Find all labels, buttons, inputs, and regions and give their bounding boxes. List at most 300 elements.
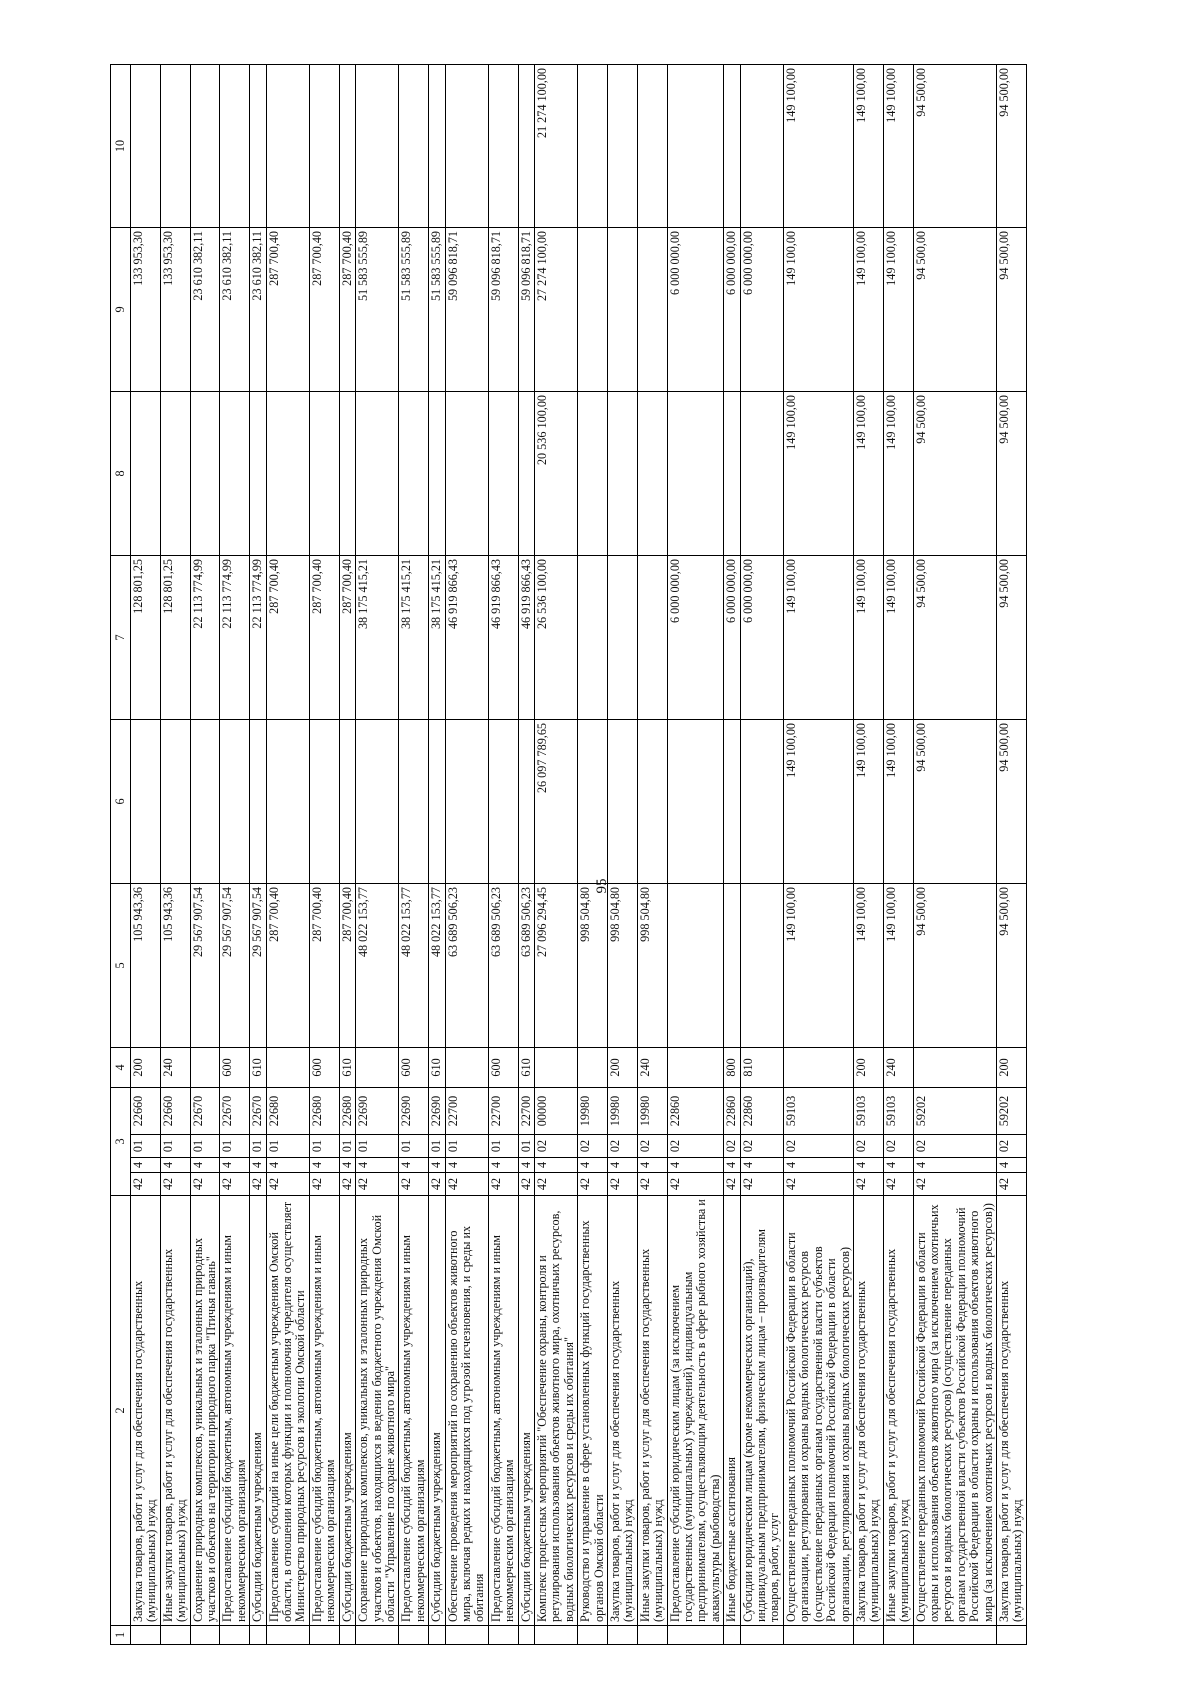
amount-cell: 63 689 506,23 <box>488 883 518 1047</box>
expense-type-cell <box>534 1047 577 1087</box>
row-marker-cell <box>667 1626 724 1645</box>
page-number: 95 <box>594 878 610 894</box>
code-program-cell: 42 <box>429 1173 445 1196</box>
amount-cell: 51 583 555,89 <box>356 227 399 391</box>
code-program-cell: 42 <box>250 1173 266 1196</box>
expense-type-cell: 610 <box>429 1047 445 1087</box>
amount-cell: 149 100,00 <box>853 227 883 391</box>
amount-cell: 59 096 818,71 <box>445 227 488 391</box>
table-row <box>160 64 190 1644</box>
row-marker-cell <box>578 1626 608 1645</box>
amount-cell: 287 700,40 <box>309 555 339 719</box>
amount-cell: 149 100,00 <box>853 391 883 555</box>
table-row <box>853 64 883 1644</box>
amount-cell: 26 536 100,00 <box>534 555 577 719</box>
code-subprogram-cell: 4 <box>356 1158 399 1173</box>
expense-type-cell: 200 <box>131 1047 161 1087</box>
code-complex-cell: 01 <box>445 1135 488 1158</box>
amount-cell: 149 100,00 <box>783 883 853 1047</box>
amount-cell <box>356 64 399 227</box>
amount-cell: 149 100,00 <box>883 555 913 719</box>
code-direction-cell: 22860 <box>667 1087 724 1134</box>
code-subprogram-cell: 4 <box>429 1158 445 1173</box>
header-cell: 4 <box>111 1047 131 1087</box>
amount-cell <box>339 391 355 555</box>
amount-cell <box>220 719 250 883</box>
amount-cell: 287 700,40 <box>266 555 309 719</box>
amount-cell: 149 100,00 <box>853 555 883 719</box>
code-direction-cell: 22660 <box>131 1087 161 1134</box>
expense-type-cell <box>913 1047 996 1087</box>
name-cell: Субсидии бюджетным учреждениям <box>429 1196 445 1626</box>
code-complex-cell: 02 <box>740 1135 783 1158</box>
amount-cell <box>309 64 339 227</box>
row-marker-cell <box>534 1626 577 1645</box>
amount-cell: 94 500,00 <box>996 719 1026 883</box>
row-marker-cell <box>250 1626 266 1645</box>
amount-cell <box>608 719 638 883</box>
expense-type-cell: 610 <box>250 1047 266 1087</box>
budget-table <box>110 64 1027 1645</box>
amount-cell <box>667 391 724 555</box>
header-row <box>111 64 131 1644</box>
amount-cell <box>266 64 309 227</box>
code-direction-cell: 19980 <box>637 1087 667 1134</box>
code-program-cell: 42 <box>637 1173 667 1196</box>
name-cell: Обеспечение проведения мероприятий по сохранению объектов животного мира, включая редких и находящихся под угрозой исчезновения, и среды их обитания <box>445 1196 488 1626</box>
amount-cell: 94 500,00 <box>913 64 996 227</box>
amount-cell: 29 567 907,54 <box>220 883 250 1047</box>
name-cell: Иные закупки товаров, работ и услуг для обеспечения государственных (муниципальных) нужд <box>160 1196 190 1626</box>
code-program-cell: 42 <box>667 1173 724 1196</box>
code-subprogram-cell: 4 <box>399 1158 429 1173</box>
header-cell: 5 <box>111 883 131 1047</box>
amount-cell <box>160 719 190 883</box>
code-direction-cell: 22690 <box>429 1087 445 1134</box>
table-row <box>266 64 309 1644</box>
name-cell: Закупка товаров, работ и услуг для обеспечения государственных (муниципальных) нужд <box>608 1196 638 1626</box>
code-complex-cell: 01 <box>399 1135 429 1158</box>
name-cell: Предоставление субсидий на иные цели бюджетным учреждениям Омской области, в отношении которых функции и полномочия учредителя осуществляет Министерство природных ресурсов и экологии Омской области <box>266 1196 309 1626</box>
header-cell: 10 <box>111 64 131 227</box>
name-cell: Комплекс процессных мероприятий "Обеспечение охраны, контроля и регулирования использования объектов животного мира, охотничьих ресурсов, водных биологических ресурсов и среды их обитания" <box>534 1196 577 1626</box>
expense-type-cell <box>190 1047 220 1087</box>
table-row <box>913 64 996 1644</box>
code-direction-cell: 22860 <box>724 1087 740 1134</box>
amount-cell: 48 022 153,77 <box>429 883 445 1047</box>
code-complex-cell: 01 <box>250 1135 266 1158</box>
code-subprogram-cell: 4 <box>913 1158 996 1173</box>
code-complex-cell: 02 <box>783 1135 853 1158</box>
amount-cell <box>578 227 608 391</box>
code-program-cell: 42 <box>853 1173 883 1196</box>
code-subprogram-cell: 4 <box>996 1158 1026 1173</box>
amount-cell: 29 567 907,54 <box>190 883 220 1047</box>
code-direction-cell: 22680 <box>339 1087 355 1134</box>
code-complex-cell: 01 <box>429 1135 445 1158</box>
row-marker-cell <box>339 1626 355 1645</box>
code-program-cell: 42 <box>339 1173 355 1196</box>
amount-cell <box>724 391 740 555</box>
name-cell: Субсидии юридическим лицам (кроме некоммерческих организаций), индивидуальным предпринимателям, физическим лицам – производителям товаров, работ, услуг <box>740 1196 783 1626</box>
table-row <box>883 64 913 1644</box>
amount-cell <box>667 883 724 1047</box>
code-complex-cell: 01 <box>190 1135 220 1158</box>
amount-cell: 133 953,30 <box>160 227 190 391</box>
name-cell: Субсидии бюджетным учреждениям <box>518 1196 534 1626</box>
expense-type-cell: 600 <box>220 1047 250 1087</box>
code-program-cell: 42 <box>783 1173 853 1196</box>
expense-type-cell: 800 <box>724 1047 740 1087</box>
amount-cell: 94 500,00 <box>996 883 1026 1047</box>
expense-type-cell: 600 <box>488 1047 518 1087</box>
amount-cell <box>220 64 250 227</box>
amount-cell <box>578 391 608 555</box>
row-marker-cell <box>913 1626 996 1645</box>
name-cell: Иные закупки товаров, работ и услуг для обеспечения государственных (муниципальных) нужд <box>883 1196 913 1626</box>
amount-cell: 287 700,40 <box>309 227 339 391</box>
amount-cell <box>637 555 667 719</box>
amount-cell <box>740 719 783 883</box>
name-cell: Закупка товаров, работ и услуг для обеспечения государственных (муниципальных) нужд <box>853 1196 883 1626</box>
code-subprogram-cell: 4 <box>853 1158 883 1173</box>
code-subprogram-cell: 4 <box>637 1158 667 1173</box>
row-marker-cell <box>853 1626 883 1645</box>
row-marker-cell <box>266 1626 309 1645</box>
name-cell: Осуществление переданных полномочий Российской Федерации в области охраны и использования объектов животного мира (за исключением охотничьих ресурсов и водных биологических ресурсов) (осуществление переданных органам государственной власти субъектов Российской Федерации полномочий Российской Федерации в области охраны и использования объектов животного мира (за исключением охотничьих ресурсов и водных биологических ресурсов)) <box>913 1196 996 1626</box>
amount-cell: 23 610 382,11 <box>250 227 266 391</box>
code-complex-cell: 02 <box>637 1135 667 1158</box>
amount-cell: 998 504,80 <box>578 883 608 1047</box>
amount-cell <box>309 719 339 883</box>
row-marker-cell <box>190 1626 220 1645</box>
name-cell: Субсидии бюджетным учреждениям <box>250 1196 266 1626</box>
code-complex-cell: 02 <box>853 1135 883 1158</box>
amount-cell <box>429 64 445 227</box>
amount-cell: 149 100,00 <box>853 719 883 883</box>
amount-cell <box>724 719 740 883</box>
code-complex-cell: 02 <box>578 1135 608 1158</box>
amount-cell <box>399 64 429 227</box>
amount-cell <box>518 719 534 883</box>
code-subprogram-cell: 4 <box>740 1158 783 1173</box>
expense-type-cell: 240 <box>160 1047 190 1087</box>
code-subprogram-cell: 4 <box>783 1158 853 1173</box>
code-complex-cell: 01 <box>309 1135 339 1158</box>
code-complex-cell: 02 <box>534 1135 577 1158</box>
amount-cell: 22 113 774,99 <box>250 555 266 719</box>
amount-cell: 149 100,00 <box>883 64 913 227</box>
amount-cell <box>309 391 339 555</box>
amount-cell: 48 022 153,77 <box>399 883 429 1047</box>
table-row <box>339 64 355 1644</box>
code-direction-cell: 00000 <box>534 1087 577 1134</box>
amount-cell <box>429 391 445 555</box>
amount-cell <box>190 719 220 883</box>
table-row <box>783 64 853 1644</box>
row-marker-cell <box>131 1626 161 1645</box>
amount-cell: 63 689 506,23 <box>518 883 534 1047</box>
amount-cell: 46 919 866,43 <box>518 555 534 719</box>
expense-type-cell: 610 <box>339 1047 355 1087</box>
code-subprogram-cell: 4 <box>883 1158 913 1173</box>
table-row <box>399 64 429 1644</box>
amount-cell: 38 175 415,21 <box>356 555 399 719</box>
code-direction-cell: 22660 <box>160 1087 190 1134</box>
amount-cell <box>131 64 161 227</box>
amount-cell <box>339 719 355 883</box>
code-complex-cell: 02 <box>913 1135 996 1158</box>
code-subprogram-cell: 4 <box>578 1158 608 1173</box>
table-row <box>637 64 667 1644</box>
amount-cell: 149 100,00 <box>853 64 883 227</box>
row-marker-cell <box>429 1626 445 1645</box>
table-row <box>608 64 638 1644</box>
amount-cell <box>131 719 161 883</box>
table-row <box>445 64 488 1644</box>
code-direction-cell: 19980 <box>608 1087 638 1134</box>
amount-cell: 23 610 382,11 <box>220 227 250 391</box>
amount-cell: 105 943,36 <box>131 883 161 1047</box>
name-cell: Предоставление субсидий бюджетным, автономным учреждениям и иным некоммерческим организациям <box>488 1196 518 1626</box>
code-complex-cell: 01 <box>160 1135 190 1158</box>
amount-cell <box>445 391 488 555</box>
amount-cell: 59 096 818,71 <box>488 227 518 391</box>
name-cell: Иные бюджетные ассигнования <box>724 1196 740 1626</box>
amount-cell: 48 022 153,77 <box>356 883 399 1047</box>
amount-cell <box>608 64 638 227</box>
amount-cell: 6 000 000,00 <box>740 555 783 719</box>
code-subprogram-cell: 4 <box>339 1158 355 1173</box>
amount-cell <box>488 719 518 883</box>
code-subprogram-cell: 4 <box>250 1158 266 1173</box>
code-subprogram-cell: 4 <box>608 1158 638 1173</box>
code-complex-cell: 01 <box>488 1135 518 1158</box>
code-direction-cell: 22670 <box>220 1087 250 1134</box>
amount-cell: 38 175 415,21 <box>399 555 429 719</box>
table-row <box>356 64 399 1644</box>
amount-cell: 287 700,40 <box>339 227 355 391</box>
code-subprogram-cell: 4 <box>518 1158 534 1173</box>
amount-cell: 23 610 382,11 <box>190 227 220 391</box>
code-direction-cell: 22700 <box>445 1087 488 1134</box>
amount-cell <box>608 555 638 719</box>
amount-cell: 21 274 100,00 <box>534 64 577 227</box>
name-cell: Сохранение природных комплексов, уникальных и эталонных природных участков и объектов на территории природного парка "Птичья гавань" <box>190 1196 220 1626</box>
header-cell: 9 <box>111 227 131 391</box>
code-program-cell: 42 <box>399 1173 429 1196</box>
code-complex-cell: 02 <box>608 1135 638 1158</box>
amount-cell: 94 500,00 <box>996 555 1026 719</box>
code-subprogram-cell: 4 <box>667 1158 724 1173</box>
code-direction-cell: 22700 <box>488 1087 518 1134</box>
code-program-cell: 42 <box>309 1173 339 1196</box>
table-row <box>724 64 740 1644</box>
amount-cell <box>445 64 488 227</box>
amount-cell <box>399 719 429 883</box>
code-direction-cell: 22670 <box>190 1087 220 1134</box>
row-marker-cell <box>740 1626 783 1645</box>
expense-type-cell <box>266 1047 309 1087</box>
amount-cell: 20 536 100,00 <box>534 391 577 555</box>
table-row <box>518 64 534 1644</box>
code-complex-cell: 01 <box>339 1135 355 1158</box>
amount-cell <box>266 391 309 555</box>
amount-cell: 128 801,25 <box>160 555 190 719</box>
code-complex-cell: 02 <box>724 1135 740 1158</box>
code-complex-cell: 02 <box>883 1135 913 1158</box>
table-row <box>220 64 250 1644</box>
code-program-cell: 42 <box>578 1173 608 1196</box>
code-subprogram-cell: 4 <box>309 1158 339 1173</box>
amount-cell: 6 000 000,00 <box>667 555 724 719</box>
amount-cell: 94 500,00 <box>913 391 996 555</box>
code-subprogram-cell: 4 <box>445 1158 488 1173</box>
amount-cell: 287 700,40 <box>339 555 355 719</box>
row-marker-cell <box>356 1626 399 1645</box>
code-subprogram-cell: 4 <box>534 1158 577 1173</box>
code-complex-cell: 01 <box>131 1135 161 1158</box>
amount-cell <box>220 391 250 555</box>
amount-cell: 27 096 294,45 <box>534 883 577 1047</box>
amount-cell <box>740 64 783 227</box>
code-complex-cell: 02 <box>996 1135 1026 1158</box>
row-marker-cell <box>220 1626 250 1645</box>
table-row <box>740 64 783 1644</box>
amount-cell <box>578 719 608 883</box>
table-row <box>190 64 220 1644</box>
expense-type-cell: 610 <box>518 1047 534 1087</box>
code-complex-cell: 01 <box>518 1135 534 1158</box>
amount-cell: 22 113 774,99 <box>190 555 220 719</box>
name-cell: Субсидии бюджетным учреждениям <box>339 1196 355 1626</box>
row-marker-cell <box>608 1626 638 1645</box>
table-row <box>534 64 577 1644</box>
amount-cell: 149 100,00 <box>883 883 913 1047</box>
amount-cell: 94 500,00 <box>996 391 1026 555</box>
row-marker-cell <box>518 1626 534 1645</box>
amount-cell: 94 500,00 <box>913 719 996 883</box>
row-marker-cell <box>637 1626 667 1645</box>
amount-cell <box>445 719 488 883</box>
amount-cell: 26 097 789,65 <box>534 719 577 883</box>
header-cell: 1 <box>111 1626 131 1645</box>
amount-cell <box>667 719 724 883</box>
name-cell: Предоставление субсидий юридическим лицам (за исключением государственных (муниципальных) учреждений), индивидуальным предпринимателям, осуществляющим деятельность в сфере рыбного хозяйства и аквакультуры (рыбоводства) <box>667 1196 724 1626</box>
amount-cell: 51 583 555,89 <box>399 227 429 391</box>
amount-cell <box>266 719 309 883</box>
amount-cell <box>667 64 724 227</box>
expense-type-cell: 600 <box>399 1047 429 1087</box>
amount-cell: 46 919 866,43 <box>488 555 518 719</box>
amount-cell <box>578 555 608 719</box>
expense-type-cell: 240 <box>883 1047 913 1087</box>
amount-cell <box>637 64 667 227</box>
table-row <box>996 64 1026 1644</box>
amount-cell: 149 100,00 <box>783 64 853 227</box>
rotated-page <box>110 65 1170 1645</box>
amount-cell <box>724 64 740 227</box>
amount-cell <box>608 227 638 391</box>
table-row <box>429 64 445 1644</box>
amount-cell <box>250 64 266 227</box>
code-complex-cell: 01 <box>220 1135 250 1158</box>
header-cell: 8 <box>111 391 131 555</box>
amount-cell: 51 583 555,89 <box>429 227 445 391</box>
row-marker-cell <box>883 1626 913 1645</box>
amount-cell <box>740 391 783 555</box>
code-direction-cell: 22690 <box>356 1087 399 1134</box>
code-program-cell: 42 <box>220 1173 250 1196</box>
name-cell: Руководство и управление в сфере установленных функций государственных органов Омской области <box>578 1196 608 1626</box>
amount-cell: 287 700,40 <box>339 883 355 1047</box>
expense-type-cell: 240 <box>637 1047 667 1087</box>
table-row <box>488 64 518 1644</box>
name-cell: Осуществление переданных полномочий Российской Федерации в области организации, регулирования и охраны водных биологических ресурсов (осуществление переданных органам государственной власти субъектов Российской Федерации полномочий Российской Федерации в области организации, регулирования и охраны водных биологических ресурсов) <box>783 1196 853 1626</box>
amount-cell: 22 113 774,99 <box>220 555 250 719</box>
expense-type-cell <box>578 1047 608 1087</box>
amount-cell <box>131 391 161 555</box>
name-cell: Иные закупки товаров, работ и услуг для обеспечения государственных (муниципальных) нужд <box>637 1196 667 1626</box>
code-direction-cell: 22690 <box>399 1087 429 1134</box>
row-marker-cell <box>445 1626 488 1645</box>
amount-cell <box>250 719 266 883</box>
code-program-cell: 42 <box>724 1173 740 1196</box>
code-direction-cell: 22680 <box>266 1087 309 1134</box>
amount-cell <box>190 64 220 227</box>
code-direction-cell: 59202 <box>996 1087 1026 1134</box>
amount-cell <box>190 391 220 555</box>
code-program-cell: 42 <box>131 1173 161 1196</box>
amount-cell: 6 000 000,00 <box>740 227 783 391</box>
code-direction-cell: 59103 <box>853 1087 883 1134</box>
table-row <box>309 64 339 1644</box>
code-program-cell: 42 <box>445 1173 488 1196</box>
table-body <box>131 64 1027 1644</box>
amount-cell: 149 100,00 <box>853 883 883 1047</box>
code-program-cell: 42 <box>518 1173 534 1196</box>
amount-cell: 38 175 415,21 <box>429 555 445 719</box>
amount-cell: 149 100,00 <box>783 555 853 719</box>
expense-type-cell: 200 <box>996 1047 1026 1087</box>
amount-cell <box>608 391 638 555</box>
row-marker-cell <box>160 1626 190 1645</box>
row-marker-cell <box>399 1626 429 1645</box>
code-direction-cell: 22670 <box>250 1087 266 1134</box>
code-subprogram-cell: 4 <box>724 1158 740 1173</box>
code-program-cell: 42 <box>740 1173 783 1196</box>
code-direction-cell: 19980 <box>578 1087 608 1134</box>
amount-cell: 94 500,00 <box>913 555 996 719</box>
amount-cell: 998 504,80 <box>608 883 638 1047</box>
amount-cell: 6 000 000,00 <box>667 227 724 391</box>
amount-cell <box>250 391 266 555</box>
amount-cell: 6 000 000,00 <box>724 555 740 719</box>
code-program-cell: 42 <box>883 1173 913 1196</box>
amount-cell: 63 689 506,23 <box>445 883 488 1047</box>
row-marker-cell <box>996 1626 1026 1645</box>
amount-cell <box>160 64 190 227</box>
code-complex-cell: 01 <box>356 1135 399 1158</box>
amount-cell <box>429 719 445 883</box>
amount-cell <box>724 883 740 1047</box>
amount-cell <box>637 227 667 391</box>
code-subprogram-cell: 4 <box>488 1158 518 1173</box>
amount-cell: 94 500,00 <box>996 64 1026 227</box>
expense-type-cell <box>445 1047 488 1087</box>
header-cell: 6 <box>111 719 131 883</box>
code-program-cell: 42 <box>913 1173 996 1196</box>
